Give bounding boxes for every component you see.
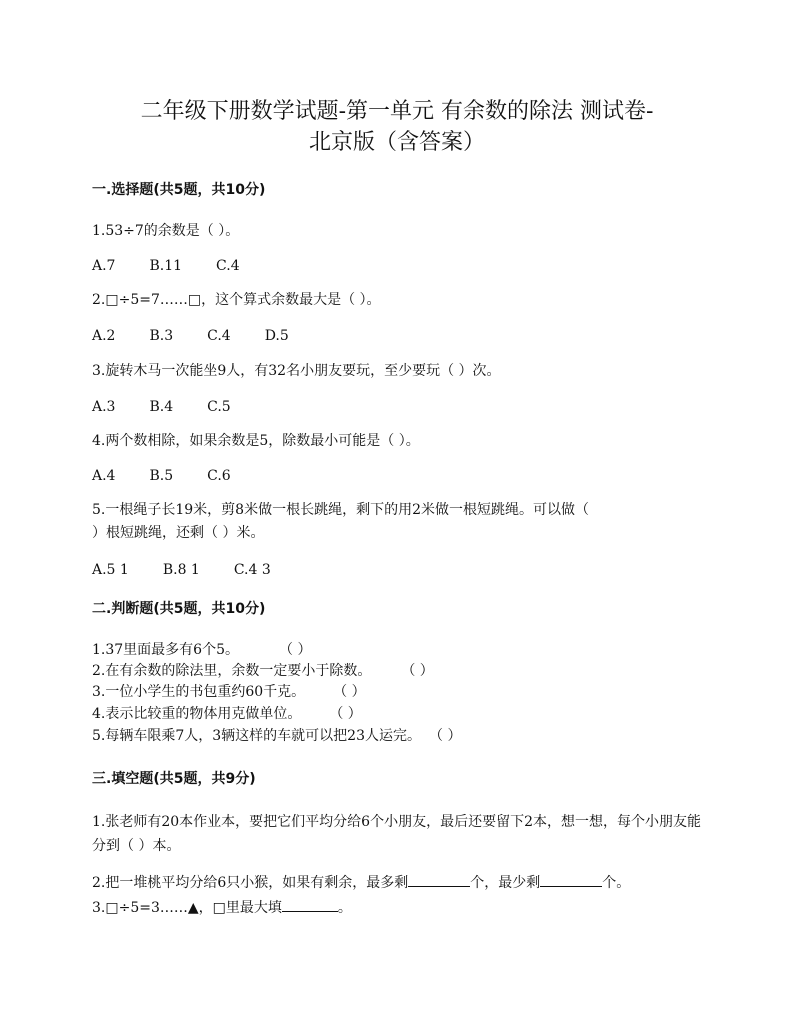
answer-blank[interactable] <box>408 872 470 887</box>
options-1-1 <box>92 256 274 276</box>
fill-text: 个。 <box>602 875 631 891</box>
judge-text: 5.每辆车限乘7人，3辆这样的车就可以把23人运完。 <box>92 728 421 744</box>
judge-text: 4.表示比较重的物体用克做单位。 <box>92 706 302 722</box>
question-1-5-line2: ）根短跳绳，还剩（ ）米。 <box>92 525 265 541</box>
option: C.5 <box>207 399 231 415</box>
fill-text: 个，最少剩 <box>470 875 541 891</box>
question-1-3: 3.旋转木马一次能坐9人，有32名小朋友要玩，至少要玩（ ）次。 <box>92 363 501 379</box>
answer-blank[interactable] <box>282 897 338 912</box>
answer-paren: （ ） <box>333 684 366 700</box>
fill-question-3 <box>92 897 352 918</box>
section-heading-choice: 一.选择题(共5题，共10分) <box>92 182 266 198</box>
option: A.4 <box>92 468 116 484</box>
option: A.2 <box>92 328 116 344</box>
fill-text: 。 <box>337 900 352 916</box>
page-title-line2: 北京版（含答案） <box>308 130 485 155</box>
question-1-2: 2.□÷5=7……□，这个算式余数最大是（ ）。 <box>92 292 381 308</box>
option: A.7 <box>92 258 116 274</box>
section-heading-fill: 三.填空题(共5题，共9分) <box>92 771 256 787</box>
options-1-4 <box>92 466 265 486</box>
judge-text: 3.一位小学生的书包重约60千克。 <box>92 684 306 700</box>
option: B.3 <box>149 328 174 344</box>
fill-text: 2.把一堆桃平均分给6只小猴，如果有剩余，最多剩 <box>92 875 409 891</box>
answer-blank[interactable] <box>540 872 602 887</box>
option: A.5 1 <box>92 562 129 578</box>
judge-text: 2.在有余数的除法里，余数一定要小于除数。 <box>92 663 372 679</box>
judge-item-2 <box>92 661 434 681</box>
options-1-3 <box>92 397 265 417</box>
fill-question-1: 1.张老师有20本作业本，要把它们平均分给6个小朋友，最后还要留下2本，想一想，每个小朋友能分到（ ）本。 <box>92 814 701 854</box>
answer-paren: （ ） <box>329 706 362 722</box>
option: B.8 1 <box>162 562 200 578</box>
option: B.11 <box>149 258 183 274</box>
page-title-line1: 二年级下册数学试题-第一单元 有余数的除法 测试卷- <box>140 99 654 124</box>
options-1-2 <box>92 326 323 346</box>
judge-item-1 <box>92 640 311 660</box>
question-1-4: 4.两个数相除，如果余数是5，除数最小可能是（ ）。 <box>92 433 420 449</box>
option: C.6 <box>207 468 231 484</box>
judge-item-3 <box>92 682 366 702</box>
option: C.4 3 <box>233 562 271 578</box>
answer-paren: （ ） <box>279 642 312 658</box>
question-1-1: 1.53÷7的余数是（ ）。 <box>92 223 240 239</box>
options-1-5 <box>92 560 305 580</box>
option: C.4 <box>207 328 231 344</box>
answer-paren: （ ） <box>429 728 462 744</box>
option: C.4 <box>216 258 240 274</box>
answer-paren: （ ） <box>401 663 434 679</box>
option: B.5 <box>149 468 174 484</box>
judge-item-4 <box>92 704 362 724</box>
fill-text: 3.□÷5=3……▲，□里最大填 <box>92 900 282 916</box>
fill-question-2 <box>92 872 630 893</box>
section-heading-judge: 二.判断题(共5题，共10分) <box>92 601 266 617</box>
option: D.5 <box>264 328 289 344</box>
judge-text: 1.37里面最多有6个5。 <box>92 642 239 658</box>
option: A.3 <box>92 399 116 415</box>
question-1-5-line1: 5.一根绳子长19米，剪8米做一根长跳绳，剩下的用2米做一根短跳绳。可以做（ <box>92 502 589 518</box>
judge-item-5 <box>92 726 461 746</box>
option: B.4 <box>149 399 174 415</box>
